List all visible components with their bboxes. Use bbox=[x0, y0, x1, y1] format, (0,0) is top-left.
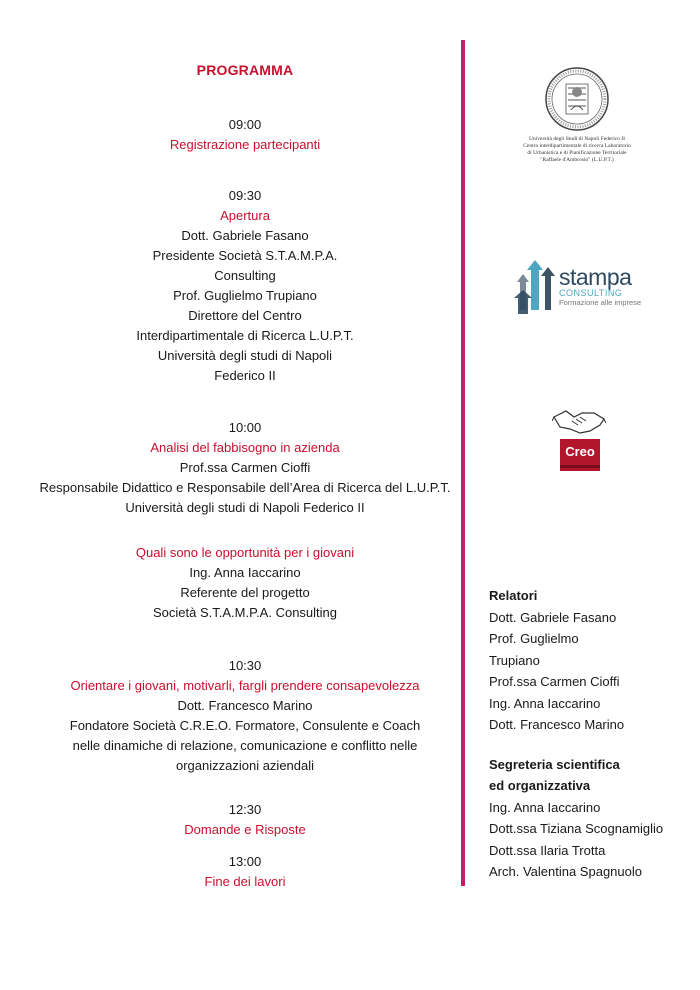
sidebar bbox=[489, 585, 694, 883]
schedule-slot bbox=[20, 656, 470, 776]
stampa-sub: CONSULTING bbox=[559, 288, 623, 298]
creo-word: Creo bbox=[565, 444, 595, 459]
unina-caption-line: Università degli Studi di Napoli Federico II bbox=[529, 136, 625, 142]
slot-detail: organizzazioni aziendali bbox=[175, 758, 315, 773]
secretariat-item: Ing. Anna Iaccarino bbox=[489, 799, 601, 815]
speaker-item: Prof. Guglielmo bbox=[489, 631, 579, 646]
secretariat-item: Dott.ssa Tiziana Scognamiglio bbox=[489, 821, 664, 836]
slot-detail: Presidente Società S.T.A.M.P.A. bbox=[152, 248, 338, 263]
slot-title: Analisi del fabbisogno in azienda bbox=[150, 440, 340, 455]
slot-detail: Responsabile Didattico e Responsabile dell’Area di Ricerca del L.U.P.T. bbox=[39, 480, 451, 495]
speaker-item: Ing. Anna Iaccarino bbox=[489, 695, 601, 711]
creo-box bbox=[560, 439, 600, 471]
slot-detail: Prof.ssa Carmen Cioffi bbox=[179, 460, 311, 475]
secretariat-item: Arch. Valentina Spagnuolo bbox=[489, 864, 642, 879]
stampa-logo bbox=[512, 258, 662, 314]
unina-caption bbox=[517, 136, 637, 164]
slot-detail: Società S.T.A.M.P.A. Consulting bbox=[152, 605, 338, 620]
schedule-slot bbox=[20, 418, 470, 518]
speaker-item: Dott. Francesco Marino bbox=[489, 717, 625, 732]
secretariat-heading-line2: ed organizzativa bbox=[489, 778, 591, 793]
slot-time: 09:30 bbox=[228, 188, 262, 203]
stampa-tag: Formazione alle imprese bbox=[559, 298, 642, 307]
slot-time: 13:00 bbox=[228, 854, 262, 869]
slot-time: 10:00 bbox=[228, 420, 262, 435]
slot-time: 12:30 bbox=[228, 802, 262, 817]
speakers-heading: Relatori bbox=[489, 588, 538, 603]
unina-caption-line: di Urbanistica e di Pianificazione Territoriale bbox=[527, 150, 627, 156]
secretariat-heading: Segreteria scientifica bbox=[489, 756, 620, 772]
slot-detail: Ing. Anna Iaccarino bbox=[189, 565, 301, 580]
secretariat-item: Dott.ssa Ilaria Trotta bbox=[489, 842, 606, 858]
page-title: PROGRAMMA bbox=[196, 62, 294, 78]
slot-detail: Consulting bbox=[214, 268, 276, 283]
stampa-word: stampa bbox=[559, 264, 632, 290]
schedule-slot bbox=[20, 852, 470, 892]
slot-detail: Dott. Gabriele Fasano bbox=[181, 228, 309, 243]
slot-detail: nelle dinamiche di relazione, comunicazione e conflitto nelle bbox=[72, 738, 418, 753]
seal-icon bbox=[544, 66, 610, 132]
creo-strip bbox=[560, 465, 600, 468]
slot-detail: Fondatore Società C.R.E.O. Formatore, Consulente e Coach bbox=[69, 718, 421, 733]
slot-time: 10:30 bbox=[228, 658, 262, 673]
schedule-slot bbox=[20, 186, 470, 386]
unina-logo bbox=[517, 66, 637, 164]
slot-detail: Interdipartimentale di Ricerca L.U.P.T. bbox=[136, 328, 354, 343]
slot-detail: Direttore del Centro bbox=[188, 308, 302, 323]
unina-caption-line: Centro interdipartimentale di ricerca Laboratorio bbox=[523, 143, 631, 149]
speaker-item: Prof.ssa Carmen Cioffi bbox=[489, 674, 620, 689]
arrows-icon bbox=[512, 258, 558, 314]
speaker-item: Trupiano bbox=[489, 652, 540, 668]
slot-detail: Dott. Francesco Marino bbox=[177, 698, 313, 713]
slot-title: Registrazione partecipanti bbox=[169, 137, 321, 152]
slot-time: 09:00 bbox=[228, 117, 262, 132]
handshake-icon bbox=[552, 407, 606, 437]
slot-title: Apertura bbox=[220, 208, 270, 223]
slot-detail: Prof. Guglielmo Trupiano bbox=[173, 288, 317, 303]
speaker-item: Dott. Gabriele Fasano bbox=[489, 609, 617, 625]
slot-title: Domande e Risposte bbox=[184, 822, 306, 837]
unina-caption-line: "Raffaele d'Ambrosio" (L.U.P.T.) bbox=[540, 157, 614, 163]
slot-title: Fine dei lavori bbox=[204, 874, 286, 889]
slot-detail: Federico II bbox=[214, 368, 276, 383]
schedule-slot bbox=[20, 543, 470, 623]
slot-detail: Università degli studi di Napoli bbox=[157, 348, 333, 363]
schedule-slot bbox=[20, 115, 470, 155]
slot-title: Quali sono le opportunità per i giovani bbox=[135, 545, 355, 560]
slot-detail: Università degli studi di Napoli Federico II bbox=[125, 500, 365, 515]
creo-logo bbox=[548, 405, 608, 475]
slot-detail: Referente del progetto bbox=[180, 585, 310, 600]
schedule-slot bbox=[20, 800, 470, 840]
vertical-divider bbox=[461, 40, 465, 886]
slot-title: Orientare i giovani, motivarli, fargli prendere consapevolezza bbox=[70, 678, 420, 693]
